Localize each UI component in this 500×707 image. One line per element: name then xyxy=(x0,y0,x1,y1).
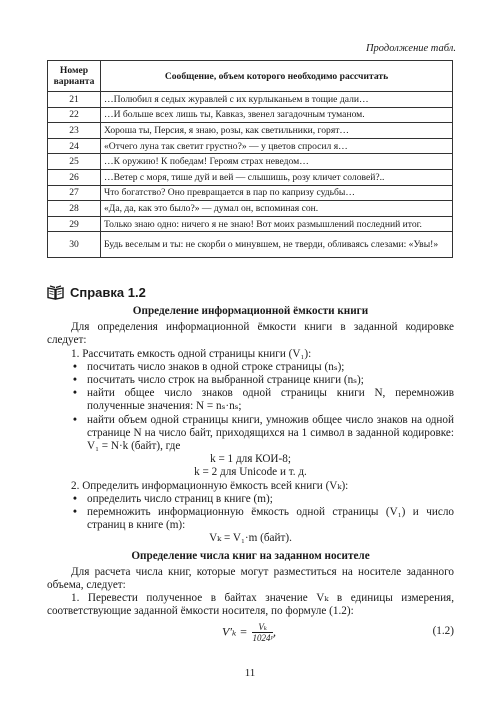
variant-number-cell: 24 xyxy=(48,138,101,154)
formula-lhs: V′ₖ = xyxy=(222,623,248,638)
variant-number-cell: 22 xyxy=(48,107,101,123)
page-number: 11 xyxy=(244,667,256,679)
table-row xyxy=(48,232,453,258)
reference-title-text: Справка 1.2 xyxy=(70,285,146,300)
variant-number-cell: 23 xyxy=(48,123,101,139)
variant-number-cell: 28 xyxy=(48,201,101,217)
section-heading-books-on-medium: Определение числа книг на заданном носителе xyxy=(131,549,370,562)
formula-1-2 xyxy=(47,619,454,645)
formula-book-capacity: Vₖ = V₁·m (байт). xyxy=(209,532,292,545)
list-item: • найти общее число знаков одной страницы книги N, перемножив полученные значения: N = nₛ·nₛ; xyxy=(77,387,454,413)
equation-number: (1.2) xyxy=(432,624,454,637)
variant-number-cell: 21 xyxy=(48,92,101,108)
table-row xyxy=(48,169,453,185)
message-cell: Хороша ты, Персия, я знаю, розы, как светильники, горят… xyxy=(101,123,453,139)
list-item: • посчитать число строк на выбранной странице книги (nₛ); xyxy=(77,374,454,387)
book-icon xyxy=(47,285,64,300)
formula-denominator: 1024ᵖ xyxy=(252,632,273,643)
k-value-unicode: k = 2 для Unicode и т. д. xyxy=(194,466,307,479)
table-row xyxy=(48,216,453,232)
table-row xyxy=(48,138,453,154)
list-item: • перемножить информационную ёмкость одной страницы (V₁) и число страниц в книге (m): xyxy=(77,506,454,532)
reference-block-title xyxy=(47,285,146,300)
message-cell: …Ветер с моря, тише дуй и вей — слышишь, розу кличет соловей?.. xyxy=(101,169,453,185)
variants-table xyxy=(47,60,453,258)
table-row xyxy=(48,154,453,170)
variant-number-cell: 26 xyxy=(48,169,101,185)
section-heading-capacity: Определение информационной ёмкости книги xyxy=(132,305,369,317)
message-cell: …К оружию! К победам! Героям страх неведом… xyxy=(101,154,453,170)
formula-tail: , xyxy=(272,623,276,638)
step-2-bullet-list xyxy=(47,493,454,533)
message-cell: Что богатство? Оно превращается в пар по капризу судьбы… xyxy=(101,185,453,201)
message-cell: …Полюбил я седых журавлей с их курлыканьем в тощие дали… xyxy=(101,92,453,108)
table-row xyxy=(48,107,453,123)
step-1-bullet-list xyxy=(47,361,454,453)
list-item: • найти объем одной страницы книги, умножив общее число знаков на одной странице N на число байт, приходящихся на 1 символ в заданной кодировке: V₁ = N·k (байт), где xyxy=(77,414,454,454)
variant-number-cell: 30 xyxy=(48,232,101,258)
step-1-convert-units: 1. Перевести полученное в байтах значение Vₖ в единицы измерения, соответствующие заданной ёмкости носителя, по формуле (1.2): xyxy=(47,592,454,618)
column-header-message: Сообщение, объем которого необходимо рассчитать xyxy=(101,61,453,92)
section-intro: Для определения информационной ёмкости книги в заданной кодировке следует: xyxy=(47,321,454,347)
message-cell: Только знаю одно: ничего я не знаю! Вот моих размышлений последний итог. xyxy=(101,216,453,232)
table-continuation-label: Продолжение табл. xyxy=(365,43,456,54)
k-value-koi8: k = 1 для КОИ-8; xyxy=(210,453,291,466)
reference-content xyxy=(47,305,454,645)
step-1-page-capacity: 1. Рассчитать емкость одной страницы книги (V₁): xyxy=(71,347,312,360)
table-row xyxy=(48,201,453,217)
table-row xyxy=(48,123,453,139)
step-2-book-capacity: 2. Определить информационную ёмкость всей книги (Vₖ): xyxy=(71,479,349,492)
formula-expression xyxy=(222,622,276,643)
message-cell: …И больше всех лишь ты, Кавказ, звенел загадочным туманом. xyxy=(101,107,453,123)
formula-numerator: Vₖ xyxy=(252,622,273,633)
message-cell: Будь веселым и ты: не скорби о минувшем, не тверди, обливаясь слезами: «Увы!» xyxy=(101,232,453,258)
list-item: • определить число страниц в книге (m); xyxy=(77,493,454,506)
formula-fraction xyxy=(252,622,273,643)
variant-number-cell: 25 xyxy=(48,154,101,170)
section-2-intro: Для расчета числа книг, которые могут разместиться на носителе заданного объема, следует: xyxy=(47,565,454,592)
message-cell: «Да, да, как это было?» — думал он, вспоминая сон. xyxy=(101,201,453,217)
table-row xyxy=(48,92,453,108)
table-row xyxy=(48,185,453,201)
message-cell: «Отчего луна так светит грустно?» — у цветов спросил я… xyxy=(101,138,453,154)
column-header-variant-number: Номер варианта xyxy=(48,61,101,92)
variant-number-cell: 27 xyxy=(48,185,101,201)
list-item: • посчитать число знаков в одной строке страницы (nₛ); xyxy=(77,361,454,374)
variant-number-cell: 29 xyxy=(48,216,101,232)
